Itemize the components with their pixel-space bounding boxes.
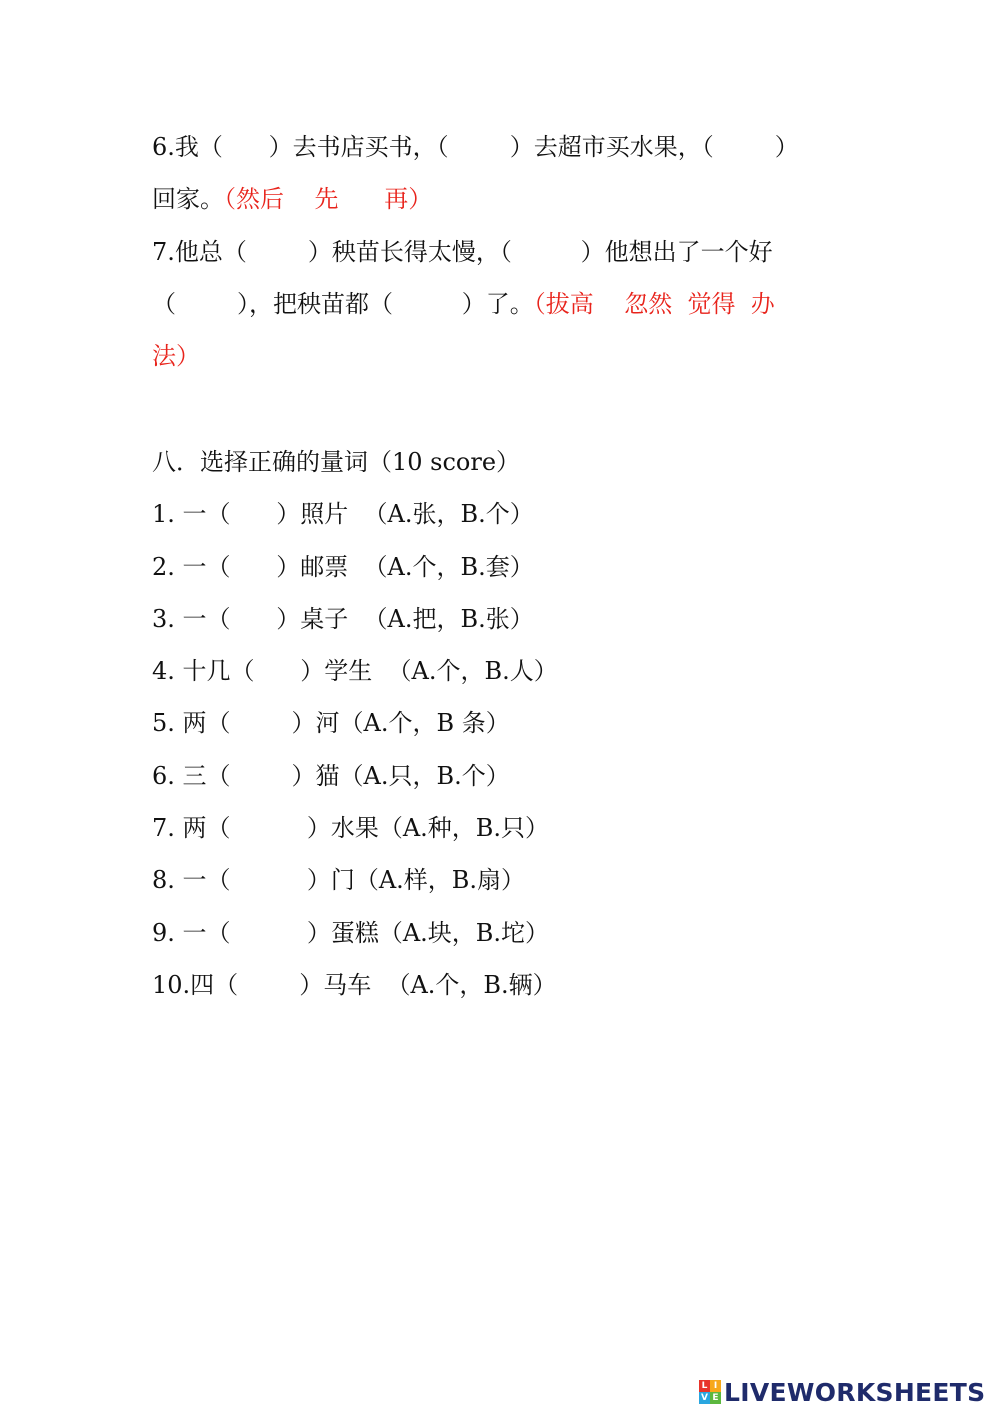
- q7-line-2: [152, 289, 775, 319]
- measure-word-item: 2. 一（ ）邮票 （A.个，B.套）: [152, 553, 534, 581]
- measure-word-item: 10.四（ ）马车 （A.个，B.辆）: [152, 971, 557, 999]
- measure-word-item: 7. 两（ ）水果（A.种，B.只）: [152, 814, 550, 842]
- q6-word-bank: （然后 先 再）: [224, 185, 433, 213]
- liveworksheets-logo: [699, 1378, 985, 1406]
- q7-line-1: 7.他总（ ）秧苗长得太慢，（ ）他想出了一个好: [152, 238, 773, 266]
- q6-line-1: 6.我（ ）去书店买书，（ ）去超市买水果，（ ）: [152, 133, 799, 161]
- measure-word-item: 3. 一（ ）桌子 （A.把，B.张）: [152, 605, 534, 633]
- logo-icon-letter: L: [699, 1380, 710, 1392]
- measure-word-item: 8. 一（ ）门（A.样，B.扇）: [152, 866, 526, 894]
- liveworksheets-brand: LIVEWORKSHEETS: [724, 1377, 986, 1407]
- measure-word-item: 5. 两（ ）河（A.个，B 条）: [152, 709, 510, 737]
- q7-word-bank-end: 法）: [152, 342, 200, 370]
- measure-word-item: 9. 一（ ）蛋糕（A.块，B.坨）: [152, 919, 550, 947]
- section8-heading: 八．选择正确的量词（10 score）: [152, 448, 521, 476]
- q7-word-bank: （拔高 忽然 觉得 办: [533, 290, 775, 318]
- q7-text: （ ），把秧苗都（ ）了。: [152, 290, 534, 318]
- measure-word-item: 6. 三（ ）猫（A.只，B.个）: [152, 762, 510, 790]
- liveworksheets-icon: [699, 1380, 721, 1404]
- q6-text: 回家。: [152, 185, 224, 213]
- measure-word-item: 1. 一（ ）照片 （A.张，B.个）: [152, 500, 534, 528]
- measure-word-item: 4. 十几（ ）学生 （A.个，B.人）: [152, 657, 558, 685]
- logo-icon-letter: I: [710, 1380, 721, 1392]
- q6-line-2: [152, 184, 432, 214]
- logo-icon-letter: V: [699, 1392, 710, 1404]
- logo-icon-letter: E: [710, 1392, 721, 1404]
